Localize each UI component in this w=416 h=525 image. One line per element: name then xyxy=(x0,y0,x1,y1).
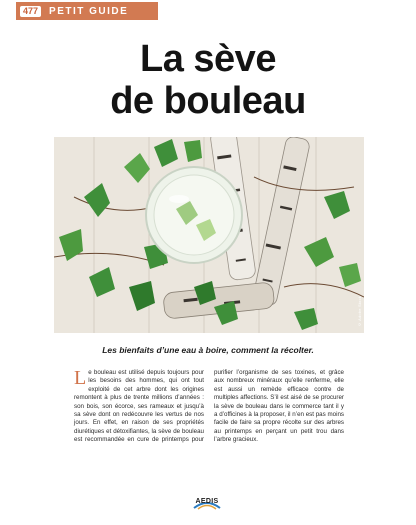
drop-cap: L xyxy=(74,367,87,389)
series-banner xyxy=(16,2,158,20)
publisher-logo xyxy=(190,496,224,512)
photo-caption: Les bienfaits d’une eau à boire, comment la récolter. xyxy=(102,345,314,355)
intro-paragraph-text: e bouleau est utilisé depuis toujours pour les besoins des hommes, qui ont tout exploité de cet arbre dont les origines remontent à plus de trente millions d’années : son bois, son écorce, ses rameaux et jusqu’à sa sève dont on redécouvre les vertus de nos jours. En effet, en raison de ses propriétés diurétiques et détoxifiantes, la sève de bouleau est recommandée en cure de printemps pour purifier l’organisme de ses toxines, et grâce aux nombreux minéraux qu’elle renferme, elle est aussi un remède efficace contre de multiples affections. S’il est aisé de se procurer la sève de bouleau dans le commerce tant il y a d’officines à la proposer, il n’en est pas moins facile de faire sa propre récolte sur des arbres au printemps en perçant un petit trou dans l’arbre gracieux. xyxy=(74,369,344,444)
title-line-1: La sève xyxy=(140,38,276,80)
photo-credit: © Adobe Stock xyxy=(357,295,362,327)
series-name: PETIT GUIDE xyxy=(49,5,129,17)
birch-sap-illustration xyxy=(54,137,364,333)
guide-number: 477 xyxy=(20,6,41,17)
cover-photo xyxy=(54,137,364,333)
intro-text xyxy=(74,369,344,445)
title-line-2: de bouleau xyxy=(110,80,306,122)
page-title xyxy=(0,38,416,122)
publisher-name: AEDIS xyxy=(195,498,219,505)
intro-paragraph xyxy=(74,369,344,445)
